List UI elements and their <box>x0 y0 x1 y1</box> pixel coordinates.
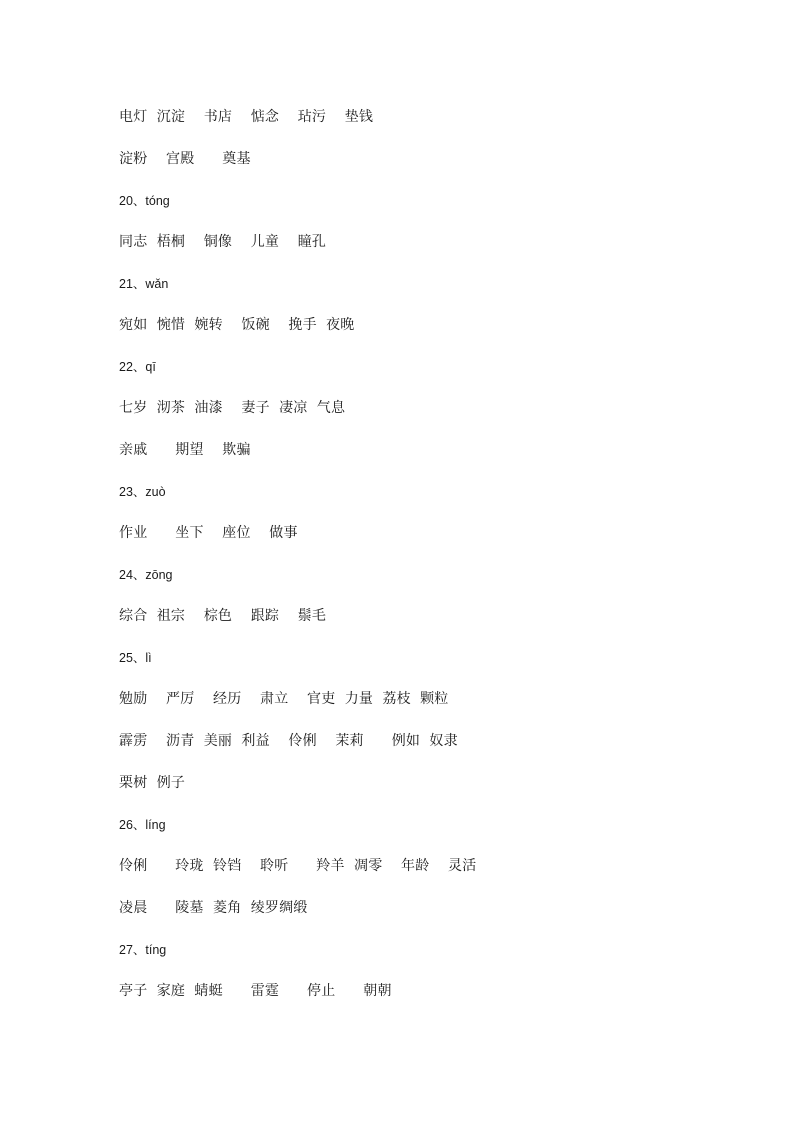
word-line: 作业 坐下 座位 做事 <box>119 525 298 541</box>
word-line: 同志 梧桐 铜像 儿童 瞳孔 <box>119 234 327 250</box>
section-heading: 22、qī <box>119 360 156 374</box>
word-line: 七岁 沏茶 油漆 妻子 凄凉 气息 <box>119 400 346 416</box>
section-heading: 26、líng <box>119 818 166 832</box>
section-heading: 24、zōng <box>119 568 173 582</box>
word-line: 栗树 例子 <box>119 775 186 791</box>
word-line: 勉励 严厉 经历 肃立 官吏 力量 荔枝 颗粒 <box>119 691 449 707</box>
word-line: 亲戚 期望 欺骗 <box>119 442 251 458</box>
word-line: 宛如 惋惜 婉转 饭碗 挽手 夜晚 <box>119 317 355 333</box>
word-line: 淀粉 宫殿 奠基 <box>119 151 251 167</box>
section-heading: 25、lì <box>119 651 152 665</box>
word-line: 伶俐 玲珑 铃铛 聆听 羚羊 凋零 年龄 灵活 <box>119 858 477 874</box>
word-line: 凌晨 陵墓 菱角 绫罗绸缎 <box>119 900 308 916</box>
word-line: 电灯 沉淀 书店 惦念 玷污 垫钱 <box>119 109 374 125</box>
word-line: 综合 祖宗 棕色 跟踪 鬃毛 <box>119 608 327 624</box>
word-line: 亭子 家庭 蜻蜓 雷霆 停止 朝朝 <box>119 983 392 999</box>
section-heading: 20、tóng <box>119 194 170 208</box>
section-heading: 27、tíng <box>119 943 167 957</box>
section-heading: 21、wǎn <box>119 277 169 291</box>
word-line: 霹雳 沥青 美丽 利益 伶俐 茉莉 例如 奴隶 <box>119 733 458 749</box>
section-heading: 23、zuò <box>119 485 166 499</box>
